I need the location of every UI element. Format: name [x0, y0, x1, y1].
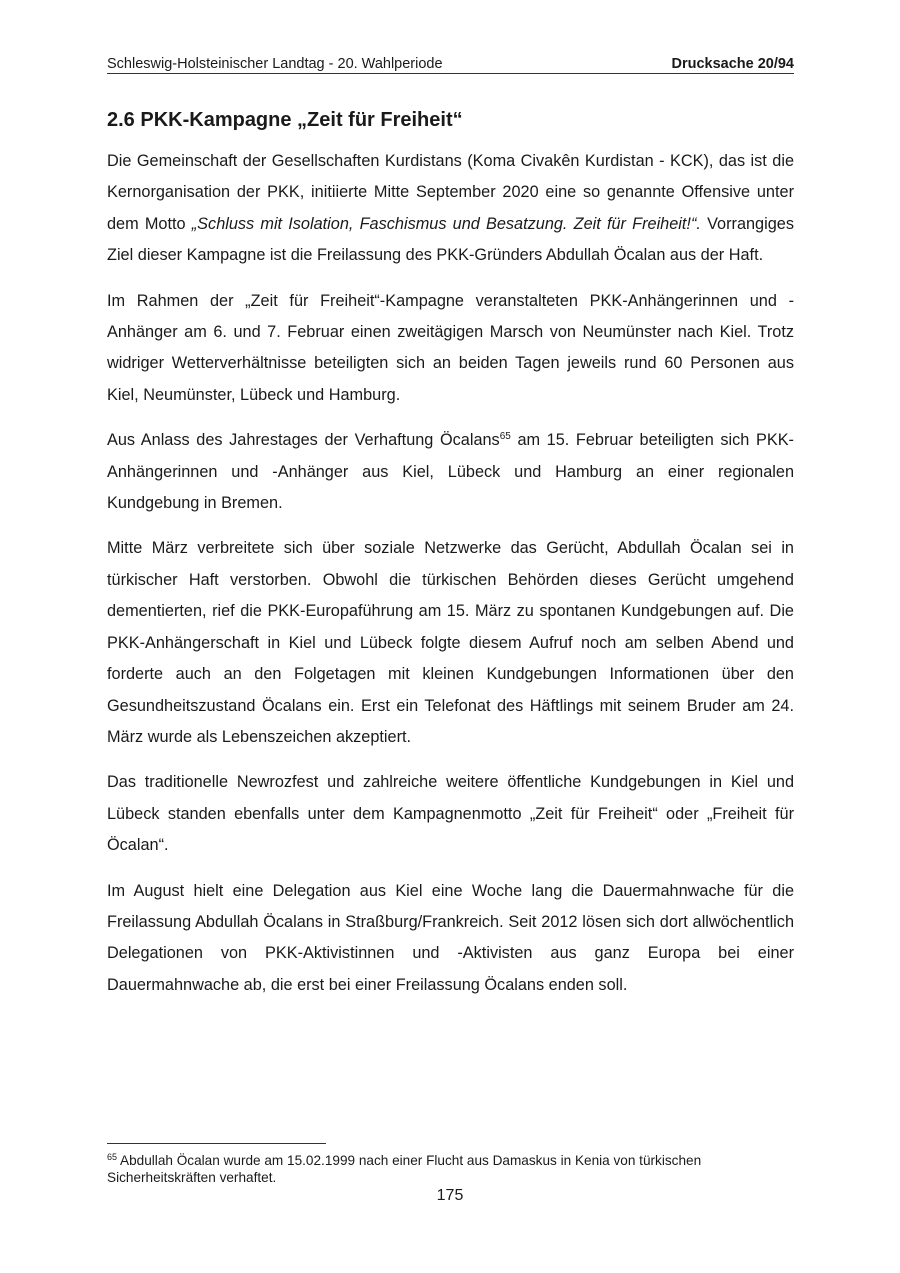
page-number: 175 — [436, 1187, 464, 1204]
paragraph-3 — [107, 425, 794, 519]
page-header — [107, 55, 794, 74]
paragraph-3-rest: am 15. Februar beteiligten sich PKK-Anhängerinnen und -Anhänger aus Kiel, Lübeck und Hamburg an einer regionalen Kundgebung in Bremen. — [107, 431, 794, 513]
paragraph-1-rest: Vorrangiges Ziel dieser Kampagne ist die Freilassung des PKK-Gründers Abdullah Öcalan aus der Haft. — [107, 214, 794, 265]
body-text — [107, 146, 794, 1001]
paragraph-5: Das traditionelle Newrozfest und zahlreiche weitere öffentliche Kundgebungen in Kiel und Lübeck standen ebenfalls unter dem Kampagnenmotto „Zeit für Freiheit“ oder „Freiheit für Öcalan“. — [107, 773, 794, 855]
paragraph-4: Mitte März verbreitete sich über soziale Netzwerke das Gerücht, Abdullah Öcalan sei in türkischer Haft verstorben. Obwohl die türkischen Behörden dieses Gerücht umgehend dementierten, rief die PKK-Europaführung am 15. März zu spontanen Kundgebungen auf. Die PKK-Anhängerschaft in Kiel und Lübeck folgte diesem Aufruf noch am selben Abend und forderte auch an den Folgetagen mit kleinen Kundgebungen Informationen über den Gesundheitszustand Öcalans ein. Erst ein Telefonat des Häftlings mit seinem Bruder am 24. März wurde als Lebenszeichen akzeptiert. — [107, 539, 794, 746]
footnote-divider — [107, 1143, 326, 1144]
paragraph-2: Im Rahmen der „Zeit für Freiheit“-Kampagne veranstalteten PKK-Anhängerinnen und -Anhänger am 6. und 7. Februar einen zweitägigen Marsch von Neumünster nach Kiel. Trotz widriger Wetterverhältnisse beteiligten sich an beiden Tagen jeweils rund 60 Personen aus Kiel, Neumünster, Lübeck und Hamburg. — [107, 291, 794, 404]
paragraph-1 — [107, 146, 794, 272]
section-heading: 2.6 PKK-Kampagne „Zeit für Freiheit“ — [107, 109, 463, 131]
paragraph-1-intro: Die Gemeinschaft der Gesellschaften Kurdistans (Koma Civakên Kurdistan - KCK), das ist die Kernorganisation der PKK, initiierte Mitte September 2020 eine so genannte Offensive unter dem Motto — [107, 152, 794, 233]
header-document-number: Drucksache 20/94 — [671, 56, 794, 72]
header-parliament-title: Schleswig-Holsteinischer Landtag - 20. Wahlperiode — [107, 56, 443, 72]
footnote-reference[interactable]: 65 — [499, 431, 511, 443]
footnote-number: 65 — [107, 1152, 118, 1162]
campaign-motto: „Schluss mit Isolation, Faschismus und Besatzung. Zeit für Freiheit!“. — [191, 214, 701, 233]
footnote — [107, 1152, 797, 1186]
footnote-text: Abdullah Öcalan wurde am 15.02.1999 nach einer Flucht aus Damaskus in Kenia von türkischen Sicherheitskräften verhaftet. — [107, 1153, 702, 1185]
paragraph-3-intro: Aus Anlass des Jahrestages der Verhaftung Öcalans — [107, 431, 500, 450]
paragraph-6: Im August hielt eine Delegation aus Kiel eine Woche lang die Dauermahnwache für die Freilassung Abdullah Öcalans in Straßburg/Frankreich. Seit 2012 lösen sich dort allwöchentlich Delegationen von PKK-Aktivistinnen und -Aktivisten aus ganz Europa bei einer Dauermahnwache ab, die erst bei einer Freilassung Öcalans enden soll. — [107, 881, 794, 994]
